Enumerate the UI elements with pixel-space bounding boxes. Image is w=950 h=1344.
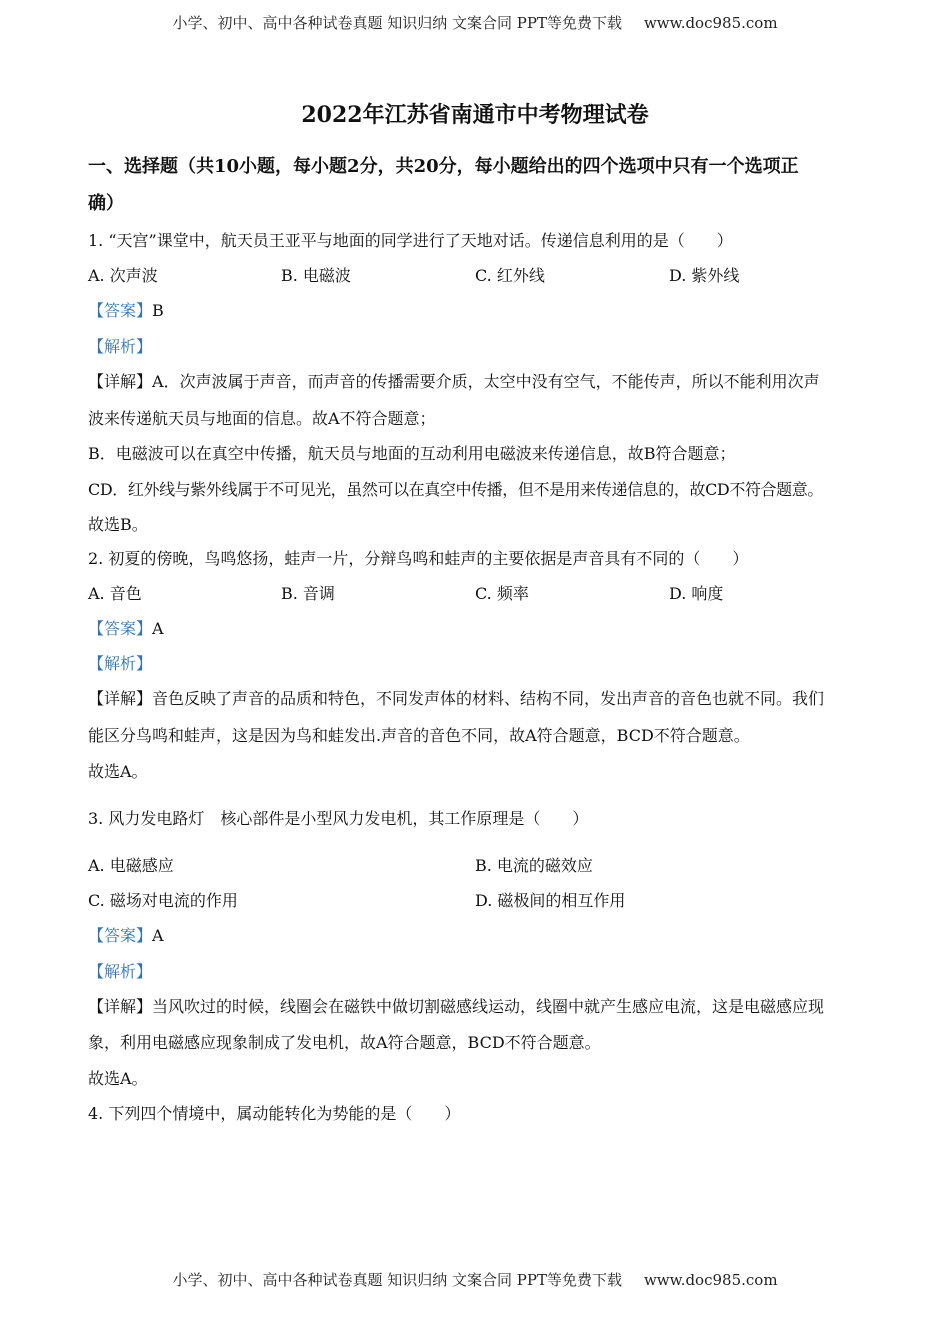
page-header [0,12,950,33]
header-text: 小学、初中、高中各种试卷真题 知识归纳 文案合同 PPT等免费下载 [172,14,622,32]
q2-stem: 2. 初夏的傍晚，鸟鸣悠扬，蛙声一片，分辩鸟鸣和蛙声的主要依据是声音具有不同的（ ） [88,549,749,568]
detail-label: 【详解】 [88,997,153,1016]
section-heading-line1: 一、选择题（共10小题，每小题2分，共20分，每小题给出的四个选项中只有一个选项正 [88,156,799,177]
page-title: 2022年江苏省南通市中考物理试卷 [301,102,649,128]
q3-option-c: C. 磁场对电流的作用 [88,891,238,910]
q2-detail-2: 能区分鸟鸣和蛙声，这是因为鸟和蛙发出.声音的音色不同，故A符合题意，BCD不符合题意。 [88,726,750,745]
q2-option-c: C. 频率 [475,584,529,603]
q2-analysis-label: 【解析】 [88,654,153,673]
header-url: www.doc985.com [643,14,778,32]
q2-option-b: B. 音调 [281,584,335,603]
q4-stem: 4. 下列四个情境中，属动能转化为势能的是（ ） [88,1104,461,1123]
q1-detail-3: B．电磁波可以在真空中传播，航天员与地面的互动利用电磁波来传递信息，故B符合题意； [88,444,736,463]
section-heading-line2: 确） [88,193,124,214]
q1-detail-4: CD．红外线与紫外线属于不可见光，虽然可以在真空中传播，但不是用来传递信息的，故CD不符合题意。 [88,480,823,499]
q3-answer-value: A [152,926,164,945]
q2-option-d: D. 响度 [669,584,724,603]
q3-analysis-label: 【解析】 [88,962,153,981]
q3-conclusion: 故选A。 [88,1069,148,1088]
q3-detail-1: 【详解】当风吹过的时候，线圈会在磁铁中做切割磁感线运动，线圈中就产生感应电流，这是电磁感应现 [88,997,825,1016]
q1-detail-2: 波来传递航天员与地面的信息。故A不符合题意； [88,409,436,428]
q3-option-d: D. 磁极间的相互作用 [475,891,626,910]
q1-stem: 1. “天宫”课堂中，航天员王亚平与地面的同学进行了天地对话。传递信息利用的是（ ） [88,231,733,250]
footer-url: www.doc985.com [643,1271,778,1289]
q2-option-a: A. 音色 [88,584,142,603]
q3-stem: 3. 风力发电路灯 核心部件是小型风力发电机，其工作原理是（ ） [88,809,589,828]
detail-label: 【详解】 [88,689,153,708]
footer-text: 小学、初中、高中各种试卷真题 知识归纳 文案合同 PPT等免费下载 [172,1271,622,1289]
q1-option-d: D. 紫外线 [669,266,740,285]
q1-option-a: A. 次声波 [88,266,158,285]
q1-detail-1: 【详解】A．次声波属于声音，而声音的传播需要介质，太空中没有空气，不能传声，所以不能利用次声 [88,372,820,391]
answer-label: 【答案】 [88,926,153,945]
detail-label: 【详解】 [88,372,153,391]
q2-answer [88,616,878,639]
page-footer [0,1269,950,1290]
q1-answer [88,298,878,321]
q2-conclusion: 故选A。 [88,762,148,781]
q1-option-c: C. 红外线 [475,266,545,285]
q3-option-a: A. 电磁感应 [88,856,174,875]
q3-option-b: B. 电流的磁效应 [475,856,593,875]
q1-conclusion: 故选B。 [88,515,148,534]
q2-answer-value: A [152,619,164,638]
q3-detail-2: 象，利用电磁感应现象制成了发电机，故A符合题意，BCD不符合题意。 [88,1033,601,1052]
answer-label: 【答案】 [88,619,153,638]
q1-option-b: B. 电磁波 [281,266,351,285]
q1-answer-value: B [152,301,164,320]
q1-analysis-label: 【解析】 [88,337,153,356]
answer-label: 【答案】 [88,301,153,320]
q3-answer [88,923,878,946]
q2-detail-1: 【详解】音色反映了声音的品质和特色，不同发声体的材料、结构不同，发出声音的音色也就不同。我们 [88,689,825,708]
